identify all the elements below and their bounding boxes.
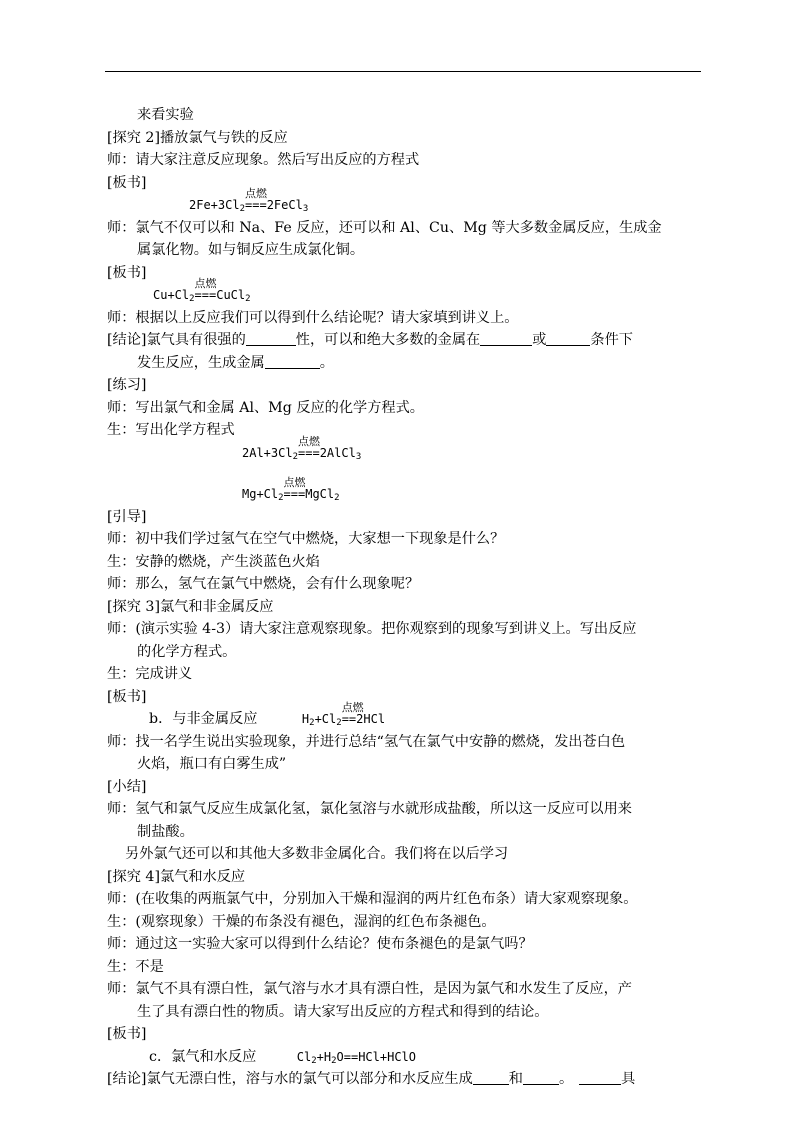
spacer xyxy=(107,464,701,483)
eq-sub: 2 xyxy=(189,294,195,304)
conclusion-text: 条件下 xyxy=(590,332,633,348)
eq-sub: 3 xyxy=(302,204,309,214)
equation xyxy=(301,701,386,731)
eq-sub: 2 xyxy=(334,493,340,503)
eq-part: +H xyxy=(316,1049,332,1064)
fill-blank[interactable] xyxy=(473,1070,509,1085)
eq-arrow: == xyxy=(341,712,357,726)
text-line: 师：那么，氢气在氯气中燃烧，会有什么现象呢？ xyxy=(107,576,420,592)
eq-right: MgCl xyxy=(305,487,335,501)
conclusion-text: 发生反应，生成金属 xyxy=(137,354,265,371)
eq-sub: 2 xyxy=(278,493,284,503)
text-line: 师：根据以上反应我们可以得到什么结论呢？请大家填到讲义上。 xyxy=(107,309,519,326)
text-line: 师：找一名学生说出实验现象，并进行总结“氢气在氯气中安静的燃烧，发出苍白色 xyxy=(107,733,626,750)
text-line: 师：写出氯气和金属 Al、Mg 反应的化学方程式。 xyxy=(107,399,424,416)
equation-cu xyxy=(107,277,701,307)
text-line: 生：不是 xyxy=(107,958,164,975)
equation-h2 xyxy=(107,701,701,731)
eq-arrow-wrap xyxy=(298,434,320,465)
fill-blank[interactable] xyxy=(480,331,532,346)
eq-right: 2AlCl xyxy=(319,445,356,460)
text-line: 来看实验 xyxy=(137,107,194,123)
eq-arrow-wrap xyxy=(341,701,364,731)
board-label: [引导] xyxy=(107,508,147,525)
eq-part: Cl xyxy=(296,1049,312,1064)
text-line: 生：安静的燃烧，产生淡蓝色火焰 xyxy=(107,553,320,570)
eq-arrow: === xyxy=(283,487,306,501)
conclusion-text: 。 xyxy=(319,354,334,371)
equation xyxy=(189,187,309,217)
equation-water xyxy=(107,1046,701,1069)
eq-mid: +Cl xyxy=(314,712,337,726)
text-line: 火焰，瓶口有白雾生成” xyxy=(137,756,287,772)
eq-arrow-wrap xyxy=(283,476,306,506)
eq-sub: 2 xyxy=(292,451,298,462)
eq-sub: 2 xyxy=(309,718,315,728)
eq-arrow-wrap xyxy=(194,277,217,307)
equation xyxy=(153,277,251,307)
eq-arrow: === xyxy=(298,445,320,460)
eq-sub: 2 xyxy=(245,294,251,304)
text-line: 师：氯气不仅可以和 Na、Fe 反应，还可以和 Al、Cu、Mg 等大多数金属反应，生成金 xyxy=(107,219,662,236)
eq-arrow: === xyxy=(245,198,267,212)
section-heading: [探究 2]播放氯气与铁的反应 xyxy=(107,129,288,146)
eq-arrow: === xyxy=(194,288,217,302)
reaction-condition: 点燃 xyxy=(245,187,267,200)
reaction-condition: 点燃 xyxy=(194,277,217,290)
text-line: 师：初中我们学过氢气在空气中燃烧，大家想一下现象是什么？ xyxy=(107,531,505,547)
eq-right: 2FeCl xyxy=(266,198,303,212)
conclusion-text: 性，可以和绝大多数的金属在 xyxy=(295,332,481,348)
eq-sub: 2 xyxy=(311,1055,317,1066)
eq-arrow-wrap xyxy=(245,187,267,217)
eq-sub: 2 xyxy=(331,1055,337,1066)
eq-right: CuCl xyxy=(216,288,246,302)
sub-heading: b．与非金属反应 xyxy=(149,711,258,727)
board-label: [板书] xyxy=(107,688,147,705)
conclusion-text: 。 xyxy=(558,1071,574,1087)
section-heading: [探究 3]氯气和非金属反应 xyxy=(107,598,274,615)
conclusion-text: 和 xyxy=(508,1071,523,1087)
eq-left: Mg+Cl xyxy=(242,487,279,501)
text-line: 另外氯气还可以和其他大多数非金属化合。我们将在以后学习 xyxy=(125,846,509,862)
conclusion-text: 或 xyxy=(532,332,547,348)
text-line: 生：写出化学方程式 xyxy=(107,422,235,438)
eq-sub: 3 xyxy=(355,451,362,462)
header-rule xyxy=(105,71,701,72)
conclusion-line xyxy=(107,1068,701,1091)
text-line: 师：(演示实验 4-3）请大家注意观察现象。把你观察到的现象写到讲义上。写出反应 xyxy=(107,621,637,637)
reaction-condition: 点燃 xyxy=(283,476,306,489)
eq-left: Cu+Cl xyxy=(153,288,190,302)
eq-left: 2Fe+3Cl xyxy=(189,198,240,212)
equation-fe xyxy=(107,187,701,217)
equation-al xyxy=(107,434,701,465)
reaction-condition: 点燃 xyxy=(298,434,320,448)
board-label: [小结] xyxy=(107,778,147,795)
text-line: 生：(观察现象）干燥的布条没有褪色，湿润的红色布条褪色。 xyxy=(107,913,496,930)
board-label: [板书] xyxy=(107,264,147,281)
equation xyxy=(297,1050,416,1064)
conclusion-text: 具 xyxy=(621,1071,636,1087)
conclusion-text: [结论]氯气无漂白性，溶与水的氯气可以部分和水反应生成 xyxy=(107,1071,473,1087)
reaction-condition: 点燃 xyxy=(341,701,364,714)
board-label: [板书] xyxy=(107,1026,147,1042)
text-line: 师：通过这一实验大家可以得到什么结论？使布条褪色的是氯气吗？ xyxy=(107,936,533,952)
board-label: [板书] xyxy=(107,174,147,191)
conclusion-text: [结论]氯气具有很强的 xyxy=(107,332,246,348)
equation-mg xyxy=(107,476,701,506)
text-line: 师：请大家注意反应现象。然后写出反应的方程式 xyxy=(107,152,420,168)
eq-left: H xyxy=(301,712,310,726)
eq-part: O==HCl+HClO xyxy=(336,1049,417,1064)
fill-blank[interactable] xyxy=(523,1070,559,1085)
text-line: 生：完成讲义 xyxy=(107,666,193,682)
text-line: 师：氯气不具有漂白性，氯气溶与水才具有漂白性，是因为氯气和水发生了反应，产 xyxy=(107,981,632,997)
fill-blank[interactable] xyxy=(546,331,590,346)
conclusion-line xyxy=(107,352,701,375)
fill-blank[interactable] xyxy=(579,1070,621,1085)
eq-left: 2Al+3Cl xyxy=(242,445,293,460)
sub-heading: c．氯气和水反应 xyxy=(149,1048,257,1065)
document-body xyxy=(107,104,701,1091)
fill-blank[interactable] xyxy=(246,331,296,346)
text-line: 师：(在收集的两瓶氯气中，分别加入干燥和湿润的两片红色布条）请大家观察现象。 xyxy=(107,891,638,907)
equation xyxy=(242,434,362,465)
eq-right: 2HCl xyxy=(356,712,386,726)
equation xyxy=(242,476,340,506)
text-line: 属氯化物。如与铜反应生成氯化铜。 xyxy=(137,242,365,258)
text-line: 的化学方程式。 xyxy=(137,643,237,660)
text-line: 生了具有漂白性的物质。请大家写出反应的方程式和得到的结论。 xyxy=(137,1003,549,1020)
eq-sub: 2 xyxy=(239,204,245,214)
fill-blank[interactable] xyxy=(265,354,320,369)
text-line: 师：氢气和氯气反应生成氯化氢，氯化氢溶与水就形成盐酸，所以这一反应可以用来 xyxy=(107,801,632,817)
text-line: 制盐酸。 xyxy=(137,823,194,840)
conclusion-line xyxy=(107,329,701,352)
eq-sub: 2 xyxy=(336,718,342,728)
section-heading: [探究 4]氯气和水反应 xyxy=(107,868,246,885)
board-label: [练习] xyxy=(107,377,147,393)
